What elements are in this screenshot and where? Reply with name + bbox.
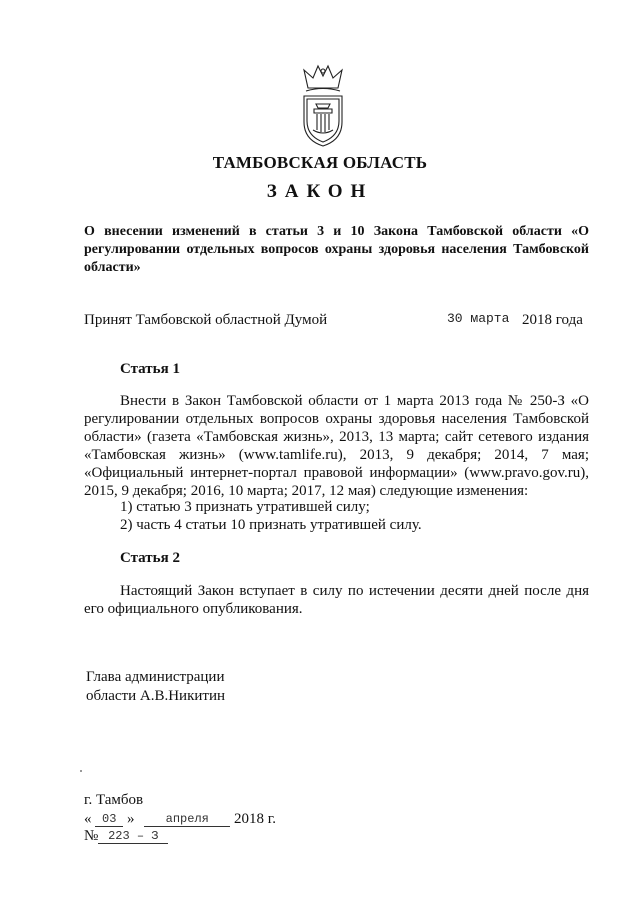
signing-date-line <box>84 811 276 828</box>
signing-day: 03 <box>95 812 123 827</box>
date-close-quote: » <box>127 811 135 827</box>
signing-place: г. Тамбов <box>84 792 144 808</box>
region-heading: ТАМБОВСКАЯ ОБЛАСТЬ <box>212 153 428 172</box>
law-number-line <box>84 828 168 845</box>
signer-name: области А.В.Никитин <box>86 688 226 704</box>
article-1-item-2: 2) часть 4 статьи 10 признать утратившей силу. <box>120 517 422 533</box>
signer-position: Глава администрации <box>86 669 225 685</box>
signing-month: апреля <box>144 812 230 827</box>
scan-speck <box>80 770 82 772</box>
acceptance-text: Принят Тамбовской областной Думой <box>84 312 328 328</box>
article-1-title: Статья 1 <box>120 361 180 377</box>
acceptance-date: 30 марта <box>447 311 510 326</box>
acceptance-line <box>84 312 594 332</box>
article-2-title: Статья 2 <box>120 550 180 566</box>
number-sign: № <box>84 828 99 844</box>
date-open-quote: « <box>84 811 92 827</box>
coat-of-arms-emblem <box>298 62 348 148</box>
document-type-heading: ЗАКОН <box>266 181 374 202</box>
signing-year: 2018 г. <box>234 811 276 827</box>
acceptance-year: 2018 года <box>522 312 583 328</box>
article-2-text: Настоящий Закон вступает в силу по истечении десяти дней после дня его официального опубликования. <box>84 583 589 617</box>
law-number: 223 – З <box>98 829 168 844</box>
article-1-text: Внести в Закон Тамбовской области от 1 марта 2013 года № 250-З «О регулировании отдельных вопросов охраны здоровья населения Тамбовской области» (газета «Тамбовская жизнь», 2013, 13 марта; сайт сетевого издания «Тамбовская жизнь» (www.tamlife.ru), 2013, 9 декабря; 2014, 7 мая; «Официальный интернет-портал правовой информации» (www.pravo.gov.ru), 2015, 9 декабря; 2016, 10 марта; 2017, 12 мая) следующие изменения: <box>84 393 589 499</box>
signature-block <box>86 668 225 706</box>
law-subject: О внесении изменений в статьи 3 и 10 Закона Тамбовской области «О регулировании отдельных вопросов охраны здоровья населения Тамбовской области» <box>84 224 589 275</box>
article-1-item-1: 1) статью 3 признать утратившей силу; <box>120 499 370 515</box>
